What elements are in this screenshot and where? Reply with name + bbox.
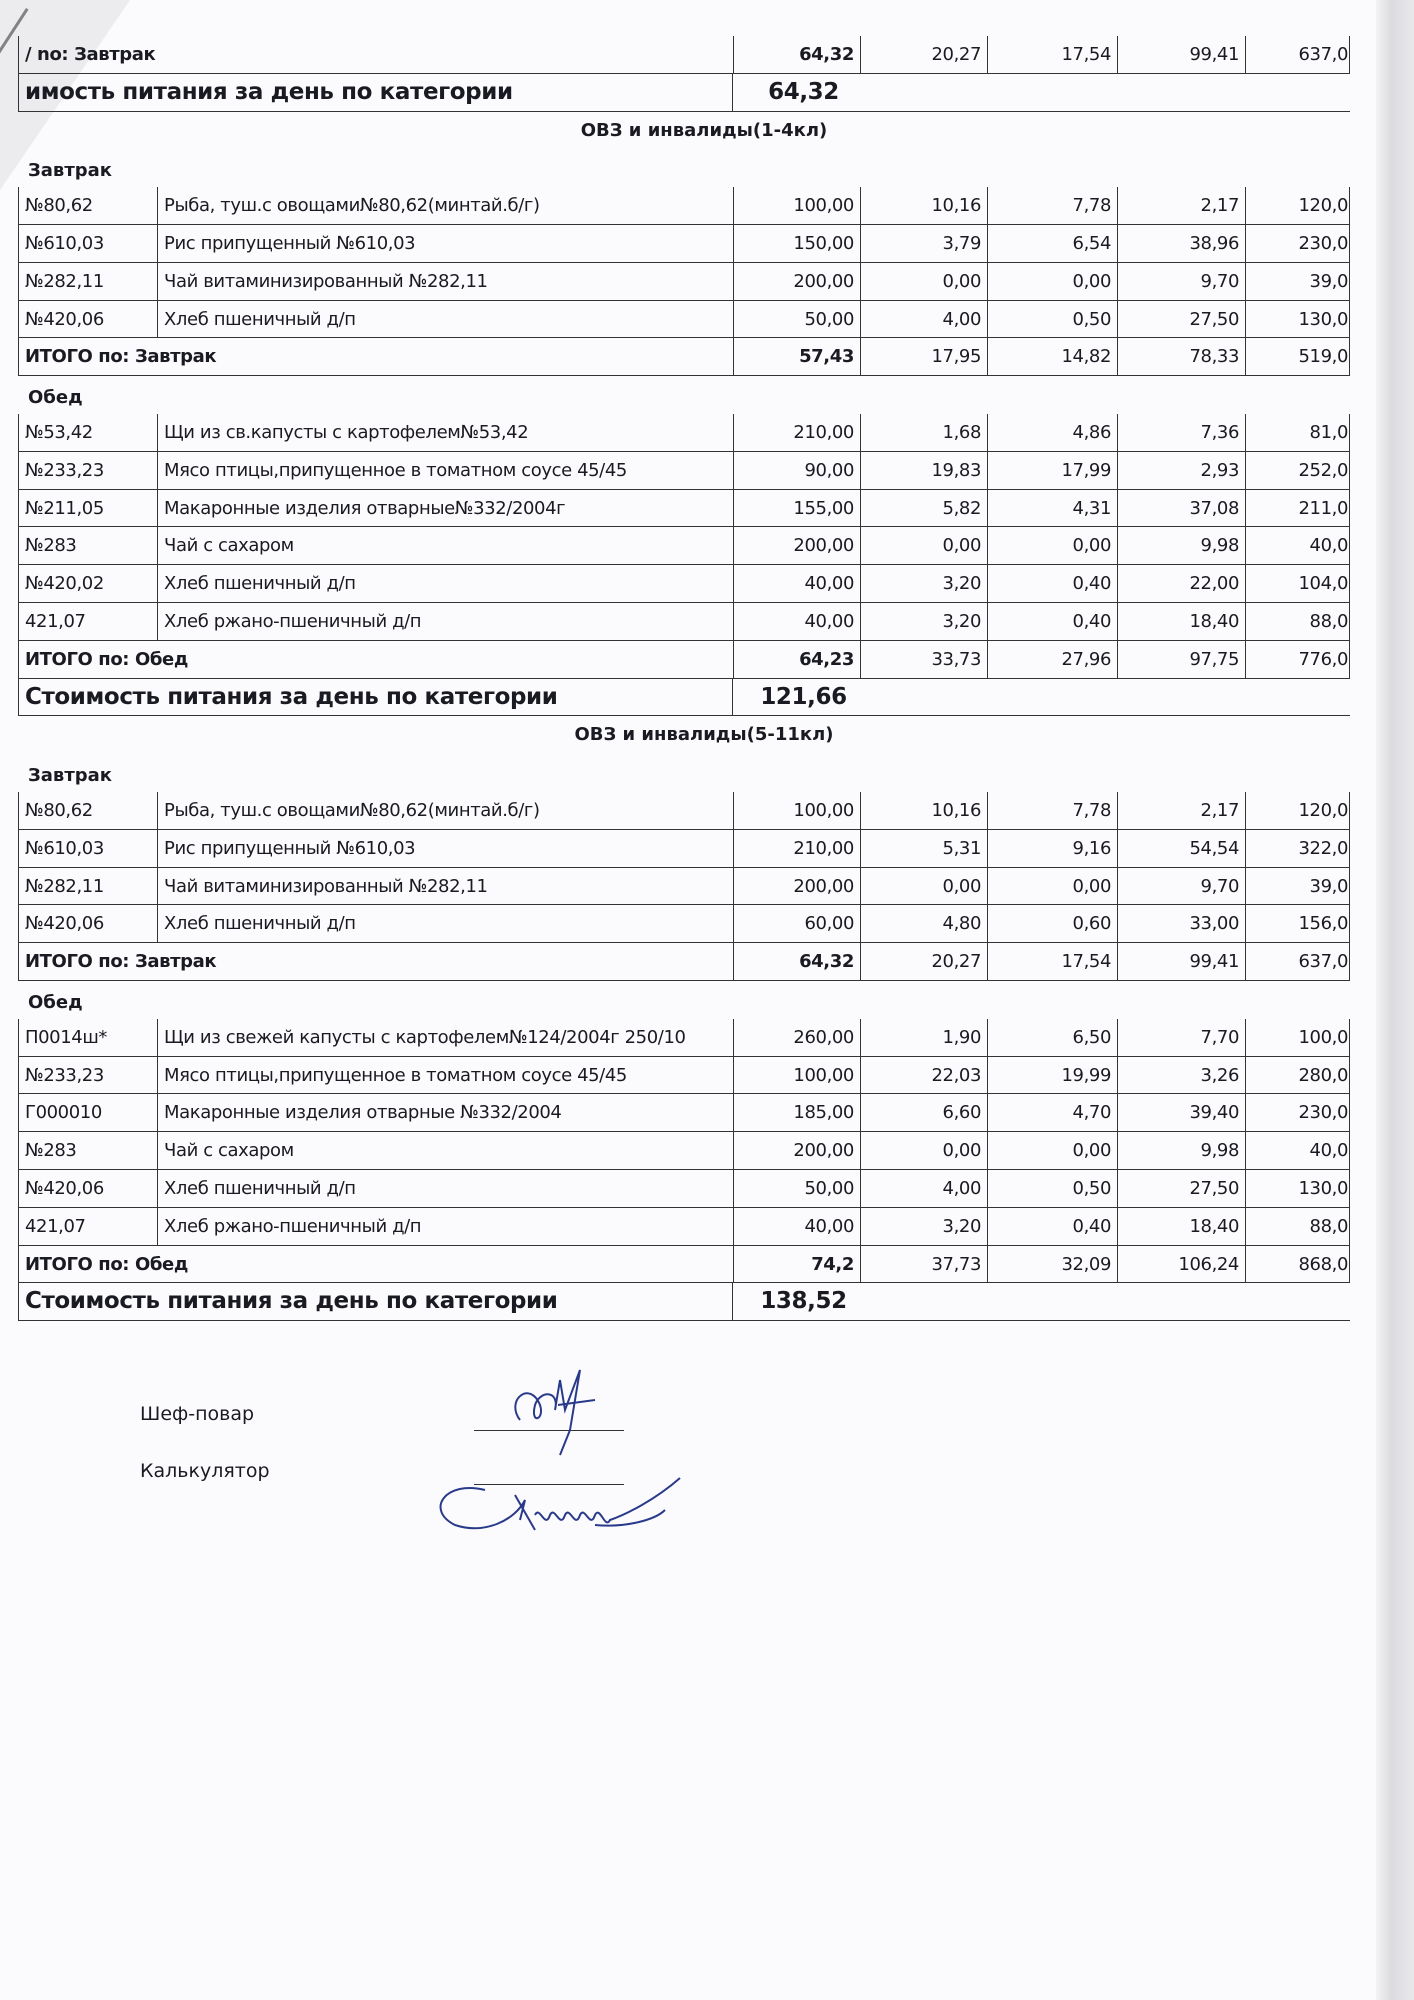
total-value: 97,75 (1117, 641, 1245, 679)
code-cell: 421,07 (18, 603, 157, 641)
code-cell: П0014ш* (18, 1019, 157, 1057)
fat-cell: 17,99 (987, 452, 1117, 490)
category-title: ОВЗ и инвалиды(5-11кл) (574, 724, 834, 746)
weight-cell: 40,00 (733, 565, 860, 603)
code-cell: №53,42 (18, 414, 157, 452)
table-row (18, 1019, 1350, 1057)
fat-cell: 0,00 (987, 868, 1117, 906)
fat-cell: 0,50 (987, 1170, 1117, 1208)
total-value: 33,73 (860, 641, 987, 679)
energy-cell: 230,0 (1245, 1094, 1350, 1132)
fat-cell: 0,40 (987, 565, 1117, 603)
dish-name-cell: Хлеб пшеничный д/п (157, 905, 733, 943)
daily-cost-row (18, 1283, 1350, 1321)
meal-heading: Обед (28, 387, 83, 409)
total-value: 106,24 (1117, 1246, 1245, 1284)
carbs-cell: 2,93 (1117, 452, 1245, 490)
weight-cell: 200,00 (733, 868, 860, 906)
total-value: 637,0 (1245, 943, 1350, 981)
energy-cell: 230,0 (1245, 225, 1350, 263)
dish-name-cell: Рис припущенный №610,03 (157, 830, 733, 868)
protein-cell: 4,80 (860, 905, 987, 943)
table-row (18, 565, 1350, 603)
total-cost: 74,2 (733, 1246, 860, 1284)
energy-cell: 130,0 (1245, 1170, 1350, 1208)
fat-cell: 4,86 (987, 414, 1117, 452)
table-row (18, 830, 1350, 868)
protein-cell: 0,00 (860, 527, 987, 565)
calculator-label: Калькулятор (140, 1460, 270, 1482)
chef-label: Шеф-повар (140, 1403, 255, 1425)
scan-edge (1376, 0, 1414, 2000)
dish-name-cell: Щи из св.капусты с картофелем№53,42 (157, 414, 733, 452)
carbs-cell: 37,08 (1117, 490, 1245, 528)
total-label: ИТОГО по: Завтрак (18, 338, 733, 376)
fat-cell: 0,50 (987, 301, 1117, 339)
daily-cost-row (18, 679, 1350, 717)
table-row (18, 1132, 1350, 1170)
weight-cell: 200,00 (733, 1132, 860, 1170)
carbs-cell: 9,98 (1117, 1132, 1245, 1170)
code-cell: №282,11 (18, 868, 157, 906)
carbs-cell: 7,36 (1117, 414, 1245, 452)
dish-name-cell: Чай с сахаром (157, 527, 733, 565)
dish-name-cell: Хлеб пшеничный д/п (157, 1170, 733, 1208)
table-row (18, 868, 1350, 906)
fat-cell: 6,54 (987, 225, 1117, 263)
total-value: 17,54 (987, 943, 1117, 981)
weight-cell: 50,00 (733, 301, 860, 339)
dish-name-cell: Хлеб пшеничный д/п (157, 565, 733, 603)
dish-name-cell: Хлеб пшеничный д/п (157, 301, 733, 339)
energy-cell: 88,0 (1245, 603, 1350, 641)
total-value: 519,0 (1245, 338, 1350, 376)
total-value: 637,0 (1245, 36, 1350, 74)
code-cell: №420,06 (18, 905, 157, 943)
carbs-cell: 3,26 (1117, 1057, 1245, 1095)
total-value: 14,82 (987, 338, 1117, 376)
fat-cell: 0,00 (987, 527, 1117, 565)
dish-name-cell: Хлеб ржано-пшеничный д/п (157, 603, 733, 641)
weight-cell: 50,00 (733, 1170, 860, 1208)
dish-name-cell: Щи из свежей капусты с картофелем№124/2004г 250/10 (157, 1019, 733, 1057)
protein-cell: 5,31 (860, 830, 987, 868)
fat-cell: 19,99 (987, 1057, 1117, 1095)
carbs-cell: 54,54 (1117, 830, 1245, 868)
energy-cell: 120,0 (1245, 187, 1350, 225)
weight-cell: 40,00 (733, 603, 860, 641)
carbs-cell: 33,00 (1117, 905, 1245, 943)
code-cell: №233,23 (18, 452, 157, 490)
weight-cell: 150,00 (733, 225, 860, 263)
protein-cell: 0,00 (860, 1132, 987, 1170)
carbs-cell: 39,40 (1117, 1094, 1245, 1132)
carbs-cell: 9,70 (1117, 868, 1245, 906)
carbs-cell: 27,50 (1117, 1170, 1245, 1208)
carbs-cell: 2,17 (1117, 187, 1245, 225)
code-cell: №80,62 (18, 187, 157, 225)
daily-cost-label: Стоимость питания за день по категории (18, 1283, 733, 1320)
weight-cell: 155,00 (733, 490, 860, 528)
code-cell: №610,03 (18, 225, 157, 263)
carbs-cell: 9,70 (1117, 263, 1245, 301)
total-label: ИТОГО по: Обед (18, 1246, 733, 1284)
protein-cell: 3,20 (860, 1208, 987, 1246)
energy-cell: 40,0 (1245, 1132, 1350, 1170)
total-value: 99,41 (1117, 943, 1245, 981)
code-cell: №420,06 (18, 1170, 157, 1208)
energy-cell: 211,0 (1245, 490, 1350, 528)
table-row (18, 1094, 1350, 1132)
weight-cell: 200,00 (733, 527, 860, 565)
carbs-cell: 7,70 (1117, 1019, 1245, 1057)
dish-name-cell: Макаронные изделия отварные№332/2004г (157, 490, 733, 528)
table-row (18, 225, 1350, 263)
dish-name-cell: Чай витаминизированный №282,11 (157, 263, 733, 301)
protein-cell: 0,00 (860, 868, 987, 906)
code-cell: №283 (18, 527, 157, 565)
weight-cell: 60,00 (733, 905, 860, 943)
protein-cell: 3,20 (860, 565, 987, 603)
chef-signature (500, 1350, 620, 1460)
code-cell: №420,06 (18, 301, 157, 339)
carbs-cell: 2,17 (1117, 792, 1245, 830)
table-row (18, 792, 1350, 830)
energy-cell: 156,0 (1245, 905, 1350, 943)
total-value: 776,0 (1245, 641, 1350, 679)
energy-cell: 120,0 (1245, 792, 1350, 830)
code-cell: №283 (18, 1132, 157, 1170)
weight-cell: 210,00 (733, 414, 860, 452)
code-cell: №282,11 (18, 263, 157, 301)
weight-cell: 40,00 (733, 1208, 860, 1246)
total-value: 78,33 (1117, 338, 1245, 376)
daily-cost-value: 64,32 (768, 78, 839, 105)
protein-cell: 0,00 (860, 263, 987, 301)
table-row (18, 1170, 1350, 1208)
carbs-cell: 27,50 (1117, 301, 1245, 339)
carbs-cell: 18,40 (1117, 1208, 1245, 1246)
weight-cell: 210,00 (733, 830, 860, 868)
table-row (18, 1057, 1350, 1095)
fat-cell: 0,40 (987, 603, 1117, 641)
table-row (18, 905, 1350, 943)
daily-cost-label: Стоимость питания за день по категории (18, 679, 733, 716)
code-cell: Г000010 (18, 1094, 157, 1132)
code-cell: №233,23 (18, 1057, 157, 1095)
daily-cost-row (18, 74, 1350, 112)
total-cost: 64,32 (733, 943, 860, 981)
total-row (18, 943, 1350, 981)
total-cost: 64,23 (733, 641, 860, 679)
daily-cost-value: 138,52 (760, 1288, 847, 1315)
dish-name-cell: Макаронные изделия отварные №332/2004 (157, 1094, 733, 1132)
protein-cell: 1,90 (860, 1019, 987, 1057)
protein-cell: 22,03 (860, 1057, 987, 1095)
protein-cell: 1,68 (860, 414, 987, 452)
weight-cell: 100,00 (733, 792, 860, 830)
protein-cell: 3,20 (860, 603, 987, 641)
fat-cell: 7,78 (987, 792, 1117, 830)
dish-name-cell: Чай витаминизированный №282,11 (157, 868, 733, 906)
fat-cell: 0,00 (987, 263, 1117, 301)
category-title: ОВЗ и инвалиды(1-4кл) (580, 119, 828, 141)
energy-cell: 88,0 (1245, 1208, 1350, 1246)
code-cell: №420,02 (18, 565, 157, 603)
protein-cell: 10,16 (860, 187, 987, 225)
weight-cell: 90,00 (733, 452, 860, 490)
weight-cell: 185,00 (733, 1094, 860, 1132)
total-value: 99,41 (1117, 36, 1245, 74)
dish-name-cell: Мясо птицы,припущенное в томатном соусе 45/45 (157, 452, 733, 490)
energy-cell: 100,0 (1245, 1019, 1350, 1057)
fat-cell: 7,78 (987, 187, 1117, 225)
total-value: 20,27 (860, 36, 987, 74)
protein-cell: 5,82 (860, 490, 987, 528)
carbs-cell: 9,98 (1117, 527, 1245, 565)
fat-cell: 6,50 (987, 1019, 1117, 1057)
total-row (18, 641, 1350, 679)
table-row (18, 527, 1350, 565)
carbs-cell: 38,96 (1117, 225, 1245, 263)
code-cell: №80,62 (18, 792, 157, 830)
carbs-cell: 18,40 (1117, 603, 1245, 641)
table-row (18, 414, 1350, 452)
calculator-signature (425, 1470, 695, 1550)
protein-cell: 10,16 (860, 792, 987, 830)
energy-cell: 40,0 (1245, 527, 1350, 565)
fat-cell: 4,70 (987, 1094, 1117, 1132)
total-row (18, 36, 1350, 74)
weight-cell: 200,00 (733, 263, 860, 301)
energy-cell: 39,0 (1245, 263, 1350, 301)
total-value: 17,95 (860, 338, 987, 376)
code-cell: 421,07 (18, 1208, 157, 1246)
total-value: 868,0 (1245, 1246, 1350, 1284)
total-cost: 64,32 (733, 36, 860, 74)
total-value: 32,09 (987, 1246, 1117, 1284)
fat-cell: 0,60 (987, 905, 1117, 943)
energy-cell: 252,0 (1245, 452, 1350, 490)
meal-heading: Завтрак (28, 160, 113, 182)
energy-cell: 81,0 (1245, 414, 1350, 452)
total-value: 37,73 (860, 1246, 987, 1284)
dish-name-cell: Рыба, туш.с овощами№80,62(минтай.б/г) (157, 187, 733, 225)
weight-cell: 260,00 (733, 1019, 860, 1057)
daily-cost-label: имость питания за день по категории (18, 74, 733, 111)
weight-cell: 100,00 (733, 187, 860, 225)
total-row (18, 1246, 1350, 1284)
meal-heading: Обед (28, 991, 83, 1013)
fat-cell: 4,31 (987, 490, 1117, 528)
daily-cost-value: 121,66 (760, 683, 847, 710)
table-row (18, 187, 1350, 225)
protein-cell: 3,79 (860, 225, 987, 263)
table-row (18, 490, 1350, 528)
total-label: ИТОГО по: Завтрак (18, 943, 733, 981)
total-label: / no: Завтрак (18, 36, 733, 74)
total-cost: 57,43 (733, 338, 860, 376)
protein-cell: 4,00 (860, 301, 987, 339)
code-cell: №610,03 (18, 830, 157, 868)
fat-cell: 0,00 (987, 1132, 1117, 1170)
protein-cell: 19,83 (860, 452, 987, 490)
total-value: 20,27 (860, 943, 987, 981)
energy-cell: 130,0 (1245, 301, 1350, 339)
fat-cell: 9,16 (987, 830, 1117, 868)
protein-cell: 6,60 (860, 1094, 987, 1132)
dish-name-cell: Хлеб ржано-пшеничный д/п (157, 1208, 733, 1246)
table-row (18, 1208, 1350, 1246)
dish-name-cell: Чай с сахаром (157, 1132, 733, 1170)
energy-cell: 104,0 (1245, 565, 1350, 603)
dish-name-cell: Рис припущенный №610,03 (157, 225, 733, 263)
energy-cell: 322,0 (1245, 830, 1350, 868)
table-row (18, 263, 1350, 301)
carbs-cell: 22,00 (1117, 565, 1245, 603)
protein-cell: 4,00 (860, 1170, 987, 1208)
table-row (18, 301, 1350, 339)
meal-heading: Завтрак (28, 765, 113, 787)
total-value: 27,96 (987, 641, 1117, 679)
code-cell: №211,05 (18, 490, 157, 528)
total-value: 17,54 (987, 36, 1117, 74)
fat-cell: 0,40 (987, 1208, 1117, 1246)
dish-name-cell: Мясо птицы,припущенное в томатном соусе 45/45 (157, 1057, 733, 1095)
table-row (18, 452, 1350, 490)
menu-cost-table (18, 36, 1350, 1321)
energy-cell: 280,0 (1245, 1057, 1350, 1095)
total-row (18, 338, 1350, 376)
table-row (18, 603, 1350, 641)
dish-name-cell: Рыба, туш.с овощами№80,62(минтай.б/г) (157, 792, 733, 830)
weight-cell: 100,00 (733, 1057, 860, 1095)
total-label: ИТОГО по: Обед (18, 641, 733, 679)
energy-cell: 39,0 (1245, 868, 1350, 906)
